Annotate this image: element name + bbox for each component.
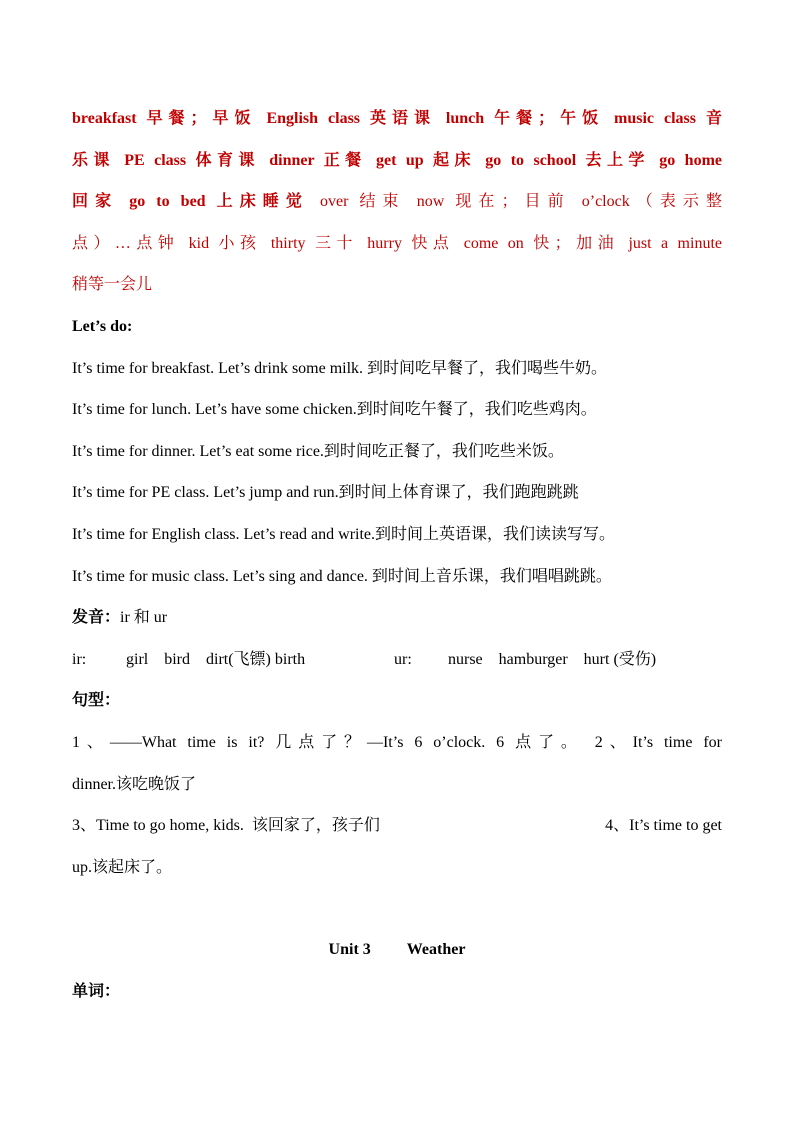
sentence-1-line-2: dinner.该吃晚饭了 <box>72 775 196 793</box>
sentence-3-line-2: up.该起床了。 <box>72 858 173 876</box>
vocab-line-2: 乐课 PE class 体育课 dinner 正餐 get up 起床 go to school 去上学 go home <box>72 151 722 169</box>
vocab-line-3-bold: 回家 go to bed 上床睡觉 <box>72 193 309 211</box>
document-body <box>72 98 722 1012</box>
sentence-3-line-1 <box>72 805 722 847</box>
sentence-1-line-1: 1、——What time is it? 几点了？—It’s 6 o’clock. 6 点了。 2、It’s time for <box>72 733 722 751</box>
ur-words: nurse hamburger hurt (受伤) <box>448 650 657 668</box>
lets-do-line: It’s time for PE class. Let’s jump and run.到时间上体育课了，我们跑跑跳跳 <box>72 484 579 502</box>
words-heading: 单词： <box>72 982 121 1000</box>
pronunciation-heading-rest: ir 和 ur <box>120 609 168 627</box>
vocab-line-3 <box>72 181 722 223</box>
vocab-line-1: breakfast 早餐；早饭 English class 英语课 lunch 午餐；午饭 music class 音 <box>72 110 722 127</box>
pronunciation-heading <box>72 597 722 639</box>
lets-do-line: It’s time for dinner. Let’s eat some rice.到时间吃正餐了，我们吃些米饭。 <box>72 442 564 460</box>
ur-label: ur: <box>394 650 412 668</box>
unit-title <box>72 929 722 971</box>
pronunciation-heading-label: 发音： <box>72 609 121 627</box>
lets-do-line: It’s time for breakfast. Let’s drink some milk. 到时间吃早餐了，我们喝些牛奶。 <box>72 359 608 377</box>
sentence-3-text: 3、Time to go home, kids. 该回家了，孩子们 <box>72 817 380 835</box>
lets-do-line: It’s time for English class. Let’s read and write.到时间上英语课，我们读读写写。 <box>72 525 616 543</box>
vocab-line-5: 稍等一会儿 <box>72 276 153 294</box>
ir-words: girl bird dirt(飞镖) birth <box>126 650 306 668</box>
sentences-heading: 句型： <box>72 692 121 710</box>
unit-name: Weather <box>406 941 466 959</box>
vocab-line-3-rest: over 结束 now 现在；目前 o’clock（表示整 <box>308 193 722 211</box>
sentence-4-text: 4、It’s time to get <box>605 817 722 835</box>
vocab-line-4: 点）…点钟 kid 小孩 thirty 三十 hurry 快点 come on 快；加油 just a minute <box>72 234 722 252</box>
ir-label: ir: <box>72 650 87 668</box>
lets-do-line: It’s time for music class. Let’s sing and dance. 到时间上音乐课，我们唱唱跳跳。 <box>72 567 612 585</box>
pronunciation-examples <box>72 639 722 681</box>
unit-label: Unit 3 <box>328 941 371 959</box>
lets-do-heading: Let’s do: <box>72 317 133 335</box>
lets-do-line: It’s time for lunch. Let’s have some chicken.到时间吃午餐了，我们吃些鸡肉。 <box>72 401 597 419</box>
